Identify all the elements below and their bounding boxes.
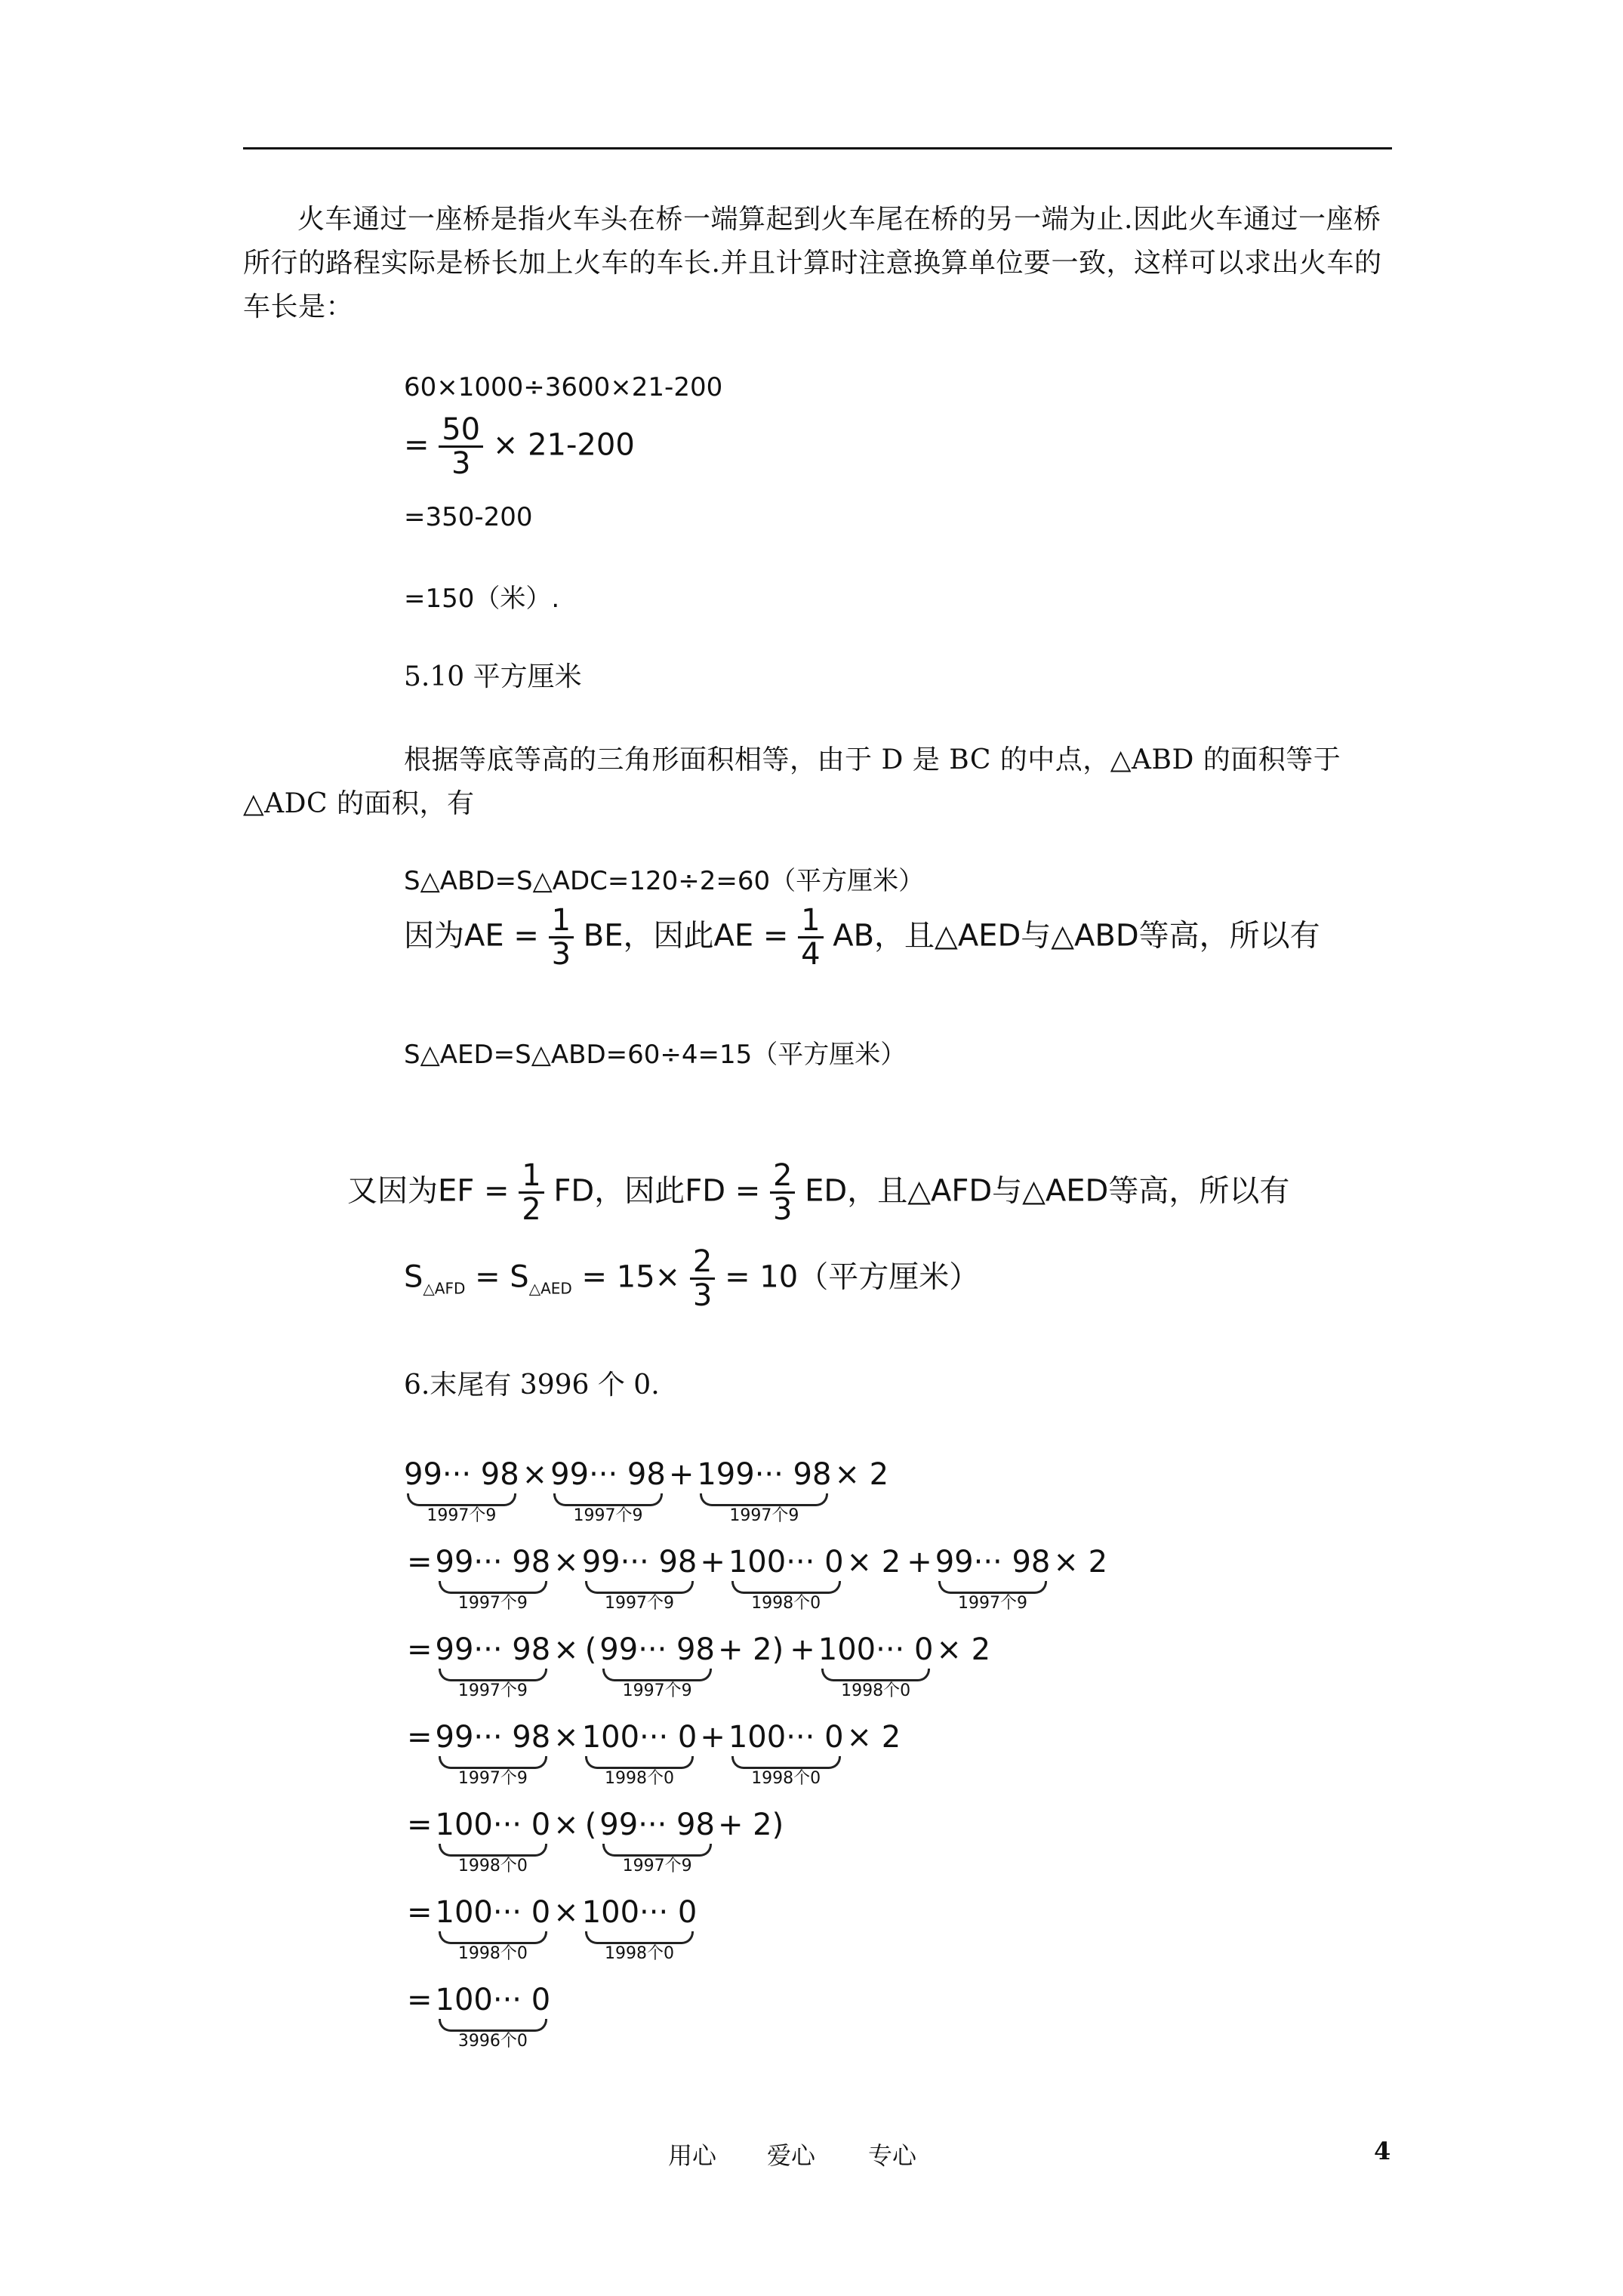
footer-text-2: 爱心 — [767, 2141, 816, 2170]
subscript-aed: △AED — [528, 1279, 572, 1298]
brace — [731, 1756, 841, 1769]
big-calc-line-3 — [404, 1631, 993, 1701]
brace-label: 1998个0 — [457, 1857, 528, 1875]
area-afd-line — [404, 1246, 979, 1311]
times-two: × 2 — [834, 1457, 889, 1492]
calc-line-1: 60×1000÷3600×21-200 — [404, 372, 723, 402]
denominator: 2 — [522, 1192, 541, 1227]
times-sign: × — [553, 1895, 579, 1930]
numerator: 2 — [690, 1246, 715, 1280]
plus-two-paren: + 2) — [717, 1808, 784, 1842]
underbrace-99-98 — [436, 1718, 551, 1789]
brace-label: 1997个9 — [622, 1857, 692, 1875]
brace — [553, 1493, 663, 1506]
brace-label: 1998个0 — [751, 1594, 821, 1613]
because-ae-text-3: AB，且△AED与△ABD等高，所以有 — [833, 918, 1320, 954]
denominator: 3 — [451, 446, 471, 481]
because-ef-text-3: ED，且△AFD与△AED等高，所以有 — [805, 1173, 1290, 1209]
header-rule — [243, 147, 1392, 149]
plus-sign: + — [668, 1457, 694, 1492]
number: 100··· 0 — [435, 1983, 551, 2017]
fraction-2-3 — [690, 1246, 715, 1311]
page-number: 4 — [1374, 2137, 1391, 2165]
brace-label: 3996个0 — [457, 2032, 528, 2051]
brace-label: 1997个9 — [457, 1594, 528, 1613]
plus-sign: + — [790, 1632, 815, 1667]
number: 100··· 0 — [435, 1895, 551, 1930]
number: 100··· 0 — [581, 1895, 698, 1930]
fraction-2-3 — [770, 1160, 795, 1225]
brace — [938, 1581, 1048, 1594]
calc-line-3: =350-200 — [404, 502, 533, 532]
number: 99··· 98 — [581, 1545, 698, 1579]
big-calc-line-4 — [404, 1718, 904, 1789]
brace — [439, 1844, 548, 1857]
brace — [731, 1581, 841, 1594]
plus-sign: + — [700, 1720, 725, 1755]
brace-label: 1997个9 — [729, 1506, 799, 1525]
big-calc-line-7 — [404, 1981, 550, 2051]
times-two: × 2 — [936, 1632, 991, 1667]
answer-5: 5.10 平方厘米 — [404, 661, 582, 692]
brace — [602, 1844, 712, 1857]
denominator: 3 — [692, 1278, 713, 1313]
number: 99··· 98 — [599, 1808, 715, 1842]
brace — [821, 1669, 931, 1681]
because-ae-text-2: BE，因此AE = — [583, 918, 789, 954]
area-abd: S△ABD=S△ADC=120÷2=60（平方厘米） — [404, 866, 925, 896]
number: 99··· 98 — [404, 1457, 519, 1492]
brace — [439, 1581, 548, 1594]
number: 100··· 0 — [435, 1808, 551, 1842]
brace — [439, 1669, 548, 1681]
equals-sign: = — [407, 1720, 433, 1755]
brace-label: 1998个0 — [457, 1944, 528, 1963]
calc-line-2 — [404, 414, 635, 479]
underbrace-99-98 — [599, 1631, 715, 1701]
number: 100··· 0 — [728, 1545, 844, 1579]
numerator: 1 — [519, 1160, 544, 1194]
underbrace-99-98 — [599, 1806, 715, 1876]
number: 199··· 98 — [697, 1457, 832, 1492]
times-sign: × — [553, 1720, 579, 1755]
calc-rest: × 21-200 — [492, 427, 635, 463]
underbrace-99-98 — [404, 1456, 519, 1526]
brace-label: 1997个9 — [605, 1594, 675, 1613]
equals-sign: = — [407, 1983, 433, 2017]
big-calc-line-6 — [404, 1894, 697, 1964]
equals-15-times: = 15× — [581, 1259, 681, 1295]
times-sign: × — [553, 1545, 579, 1579]
brace-label: 1997个9 — [457, 1681, 528, 1700]
brace — [700, 1493, 828, 1506]
number: 100··· 0 — [728, 1720, 844, 1755]
big-calc-line-2 — [404, 1543, 1110, 1613]
brace-label: 1998个0 — [605, 1769, 675, 1788]
brace — [585, 1581, 694, 1594]
number: 99··· 98 — [935, 1545, 1051, 1579]
brace-label: 1997个9 — [457, 1769, 528, 1788]
plus-sign: + — [700, 1545, 725, 1579]
underbrace-100-0 — [728, 1543, 844, 1613]
big-calc-line-5 — [404, 1806, 787, 1876]
fraction-1-4 — [798, 905, 823, 970]
times-two: × 2 — [846, 1720, 901, 1755]
times-two: × 2 — [846, 1545, 901, 1579]
footer-text-1: 用心 — [668, 2141, 717, 2170]
number: 100··· 0 — [818, 1632, 934, 1667]
because-ef-text-2: FD，因此FD = — [553, 1173, 761, 1209]
plus-sign: + — [907, 1545, 932, 1579]
because-ef-line — [347, 1160, 1289, 1225]
times-sign: × — [553, 1808, 579, 1842]
underbrace-100-0 — [582, 1718, 698, 1789]
because-ae-text-1: 因为AE = — [404, 918, 539, 954]
denominator: 4 — [801, 937, 821, 972]
big-calc-line-1 — [404, 1456, 892, 1526]
numerator: 1 — [798, 905, 823, 938]
numerator: 2 — [770, 1160, 795, 1194]
brace — [585, 1931, 694, 1944]
equals-sign: = — [407, 1632, 433, 1667]
brace — [585, 1756, 694, 1769]
fraction-1-3 — [549, 905, 574, 970]
equals-sign: = — [407, 1808, 433, 1842]
equals-sign: = — [404, 427, 430, 463]
calc-line-4: =150（米）. — [404, 584, 560, 614]
brace-label: 1998个0 — [841, 1681, 911, 1700]
area-aed: S△AED=S△ABD=60÷4=15（平方厘米） — [404, 1040, 907, 1070]
numerator: 1 — [549, 905, 574, 938]
brace-label: 1997个9 — [573, 1506, 643, 1525]
brace — [407, 1493, 516, 1506]
plus-two-paren: + 2) — [717, 1632, 784, 1667]
times-sign: × — [522, 1457, 548, 1492]
underbrace-100-0 — [582, 1894, 698, 1964]
paragraph-triangle: 根据等底等高的三角形面积相等，由于 D 是 BC 的中点，△ABD 的面积等于△ADC 的面积，有 — [243, 744, 1341, 819]
because-ae-line — [404, 905, 1320, 970]
equals-10: = 10（平方厘米） — [725, 1259, 980, 1295]
underbrace-199-98 — [697, 1456, 831, 1526]
s-symbol: S — [404, 1259, 423, 1295]
number: 99··· 98 — [550, 1457, 666, 1492]
underbrace-99-98 — [436, 1631, 551, 1701]
brace-label: 1997个9 — [427, 1506, 497, 1525]
footer-text-3: 专心 — [868, 2141, 917, 2170]
brace — [439, 2019, 548, 2032]
underbrace-99-98 — [935, 1543, 1051, 1613]
brace — [439, 1931, 548, 1944]
paragraph-train: 火车通过一座桥是指火车头在桥一端算起到火车尾在桥的另一端为止.因此火车通过一座桥所行的路程实际是桥长加上火车的车长.并且计算时注意换算单位要一致，这样可以求出火车的车长是： — [243, 204, 1382, 322]
brace — [439, 1756, 548, 1769]
fraction-1-2 — [519, 1160, 544, 1225]
subscript-afd: △AFD — [423, 1279, 466, 1298]
brace-label: 1997个9 — [622, 1681, 692, 1700]
equals-s: = S — [475, 1259, 529, 1295]
underbrace-99-98 — [582, 1543, 698, 1613]
brace-label: 1998个0 — [605, 1944, 675, 1963]
underbrace-100-0 — [436, 1806, 551, 1876]
brace — [602, 1669, 712, 1681]
number: 99··· 98 — [435, 1632, 551, 1667]
fraction-50-3 — [439, 414, 483, 479]
answer-6: 6.末尾有 3996 个 0. — [404, 1370, 660, 1401]
because-ef-text-1: 又因为EF = — [347, 1173, 510, 1209]
times-two: × 2 — [1053, 1545, 1108, 1579]
number: 100··· 0 — [581, 1720, 698, 1755]
denominator: 3 — [551, 937, 571, 972]
brace-label: 1998个0 — [751, 1769, 821, 1788]
underbrace-99-98 — [436, 1543, 551, 1613]
number: 99··· 98 — [435, 1720, 551, 1755]
times-sign: × — [553, 1632, 579, 1667]
underbrace-100-0 — [818, 1631, 934, 1701]
brace-label: 1997个9 — [958, 1594, 1028, 1613]
underbrace-100-0 — [436, 1981, 551, 2051]
denominator: 3 — [772, 1192, 793, 1227]
left-paren: ( — [584, 1632, 597, 1667]
underbrace-100-0 — [436, 1894, 551, 1964]
equals-sign: = — [407, 1545, 433, 1579]
number: 99··· 98 — [599, 1632, 715, 1667]
underbrace-99-98 — [550, 1456, 666, 1526]
equals-sign: = — [407, 1895, 433, 1930]
underbrace-100-0 — [728, 1718, 844, 1789]
left-paren: ( — [584, 1808, 597, 1842]
number: 99··· 98 — [435, 1545, 551, 1579]
numerator: 50 — [439, 414, 483, 448]
